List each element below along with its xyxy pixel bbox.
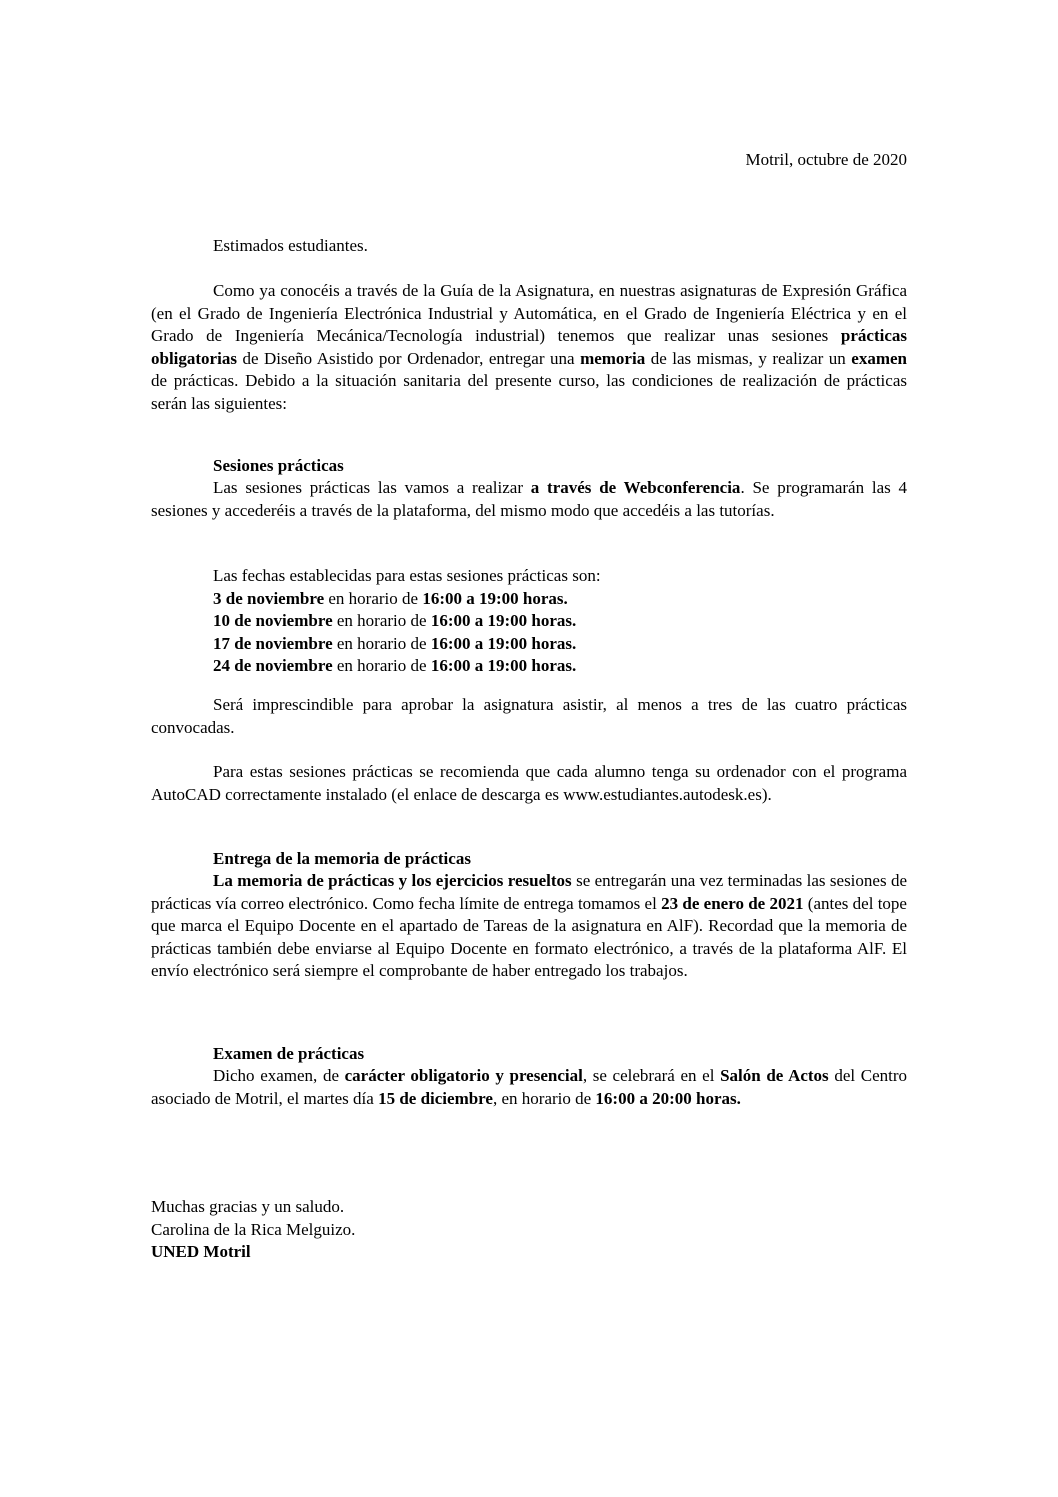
- exam-bold-4: 16:00 a 20:00 horas.: [595, 1088, 741, 1108]
- intro-text-4: de prácticas. Debido a la situación sanitaria del presente curso, las condiciones de realización de prácticas serán las siguientes:: [151, 371, 907, 413]
- date-item-date: 24 de noviembre: [213, 656, 333, 675]
- exam-text-4: , en horario de: [492, 1088, 596, 1108]
- date-item-mid: en horario de: [332, 633, 431, 653]
- date-item-mid: en horario de: [332, 611, 431, 630]
- date-item: [213, 655, 601, 678]
- autocad-paragraph: Para estas sesiones prácticas se recomienda que cada alumno tenga su ordenador con el programa AutoCAD correctamente instalado (el enlace de descarga es www.estudiantes.autodesk.es).: [151, 762, 907, 804]
- intro-text-2: de Diseño Asistido por Ordenador, entregar una: [236, 348, 581, 368]
- exam-bold-2: Salón de Actos: [720, 1066, 829, 1085]
- exam-bold-1: carácter obligatorio y presencial: [344, 1066, 583, 1085]
- signature-name: Carolina de la Rica Melguizo.: [151, 1219, 356, 1239]
- date-item-time: 16:00 a 19:00 horas.: [430, 611, 577, 630]
- sessions-text-2: . Se programarán las 4 sesiones y accederéis a través de la plataforma, del mismo modo que accedéis a las tutorías.: [151, 478, 907, 520]
- intro-bold-2: memoria: [580, 348, 646, 368]
- intro-bold-3: examen: [851, 348, 908, 368]
- exam-text-2: , se celebrará en el: [582, 1066, 721, 1085]
- memoria-bold-1: La memoria de prácticas y los ejercicios resueltos: [213, 871, 572, 890]
- date-item-time: 16:00 a 19:00 horas.: [430, 633, 577, 653]
- exam-text-3: del Centro asociado de Motril, el martes día: [151, 1066, 908, 1108]
- date-item-date: 3 de noviembre: [213, 588, 325, 608]
- closing-thanks: Muchas gracias y un saludo.: [151, 1197, 345, 1216]
- exam-text-1: Dicho examen, de: [213, 1066, 345, 1085]
- memoria-text-2: (antes del tope que marca el Equipo Docente en el apartado de Tareas de la asignatura en AlF). Recordad que la memoria de prácticas también debe enviarse al Equipo Docente en formato electrónico, a través de la plataforma AlF. El envío electrónico será siempre el comprobante de haber entregado los trabajos.: [151, 893, 907, 980]
- signature-org: UNED Motril: [151, 1242, 251, 1261]
- date-item-mid: en horario de: [332, 656, 431, 675]
- intro-text-1: Como ya conocéis a través de la Guía de la Asignatura, en nuestras asignaturas de Expresión Gráfica (en el Grado de Ingeniería Electrónica Industrial y Automática, en el Grado de Ingeniería Eléctrica y en el Grado de Ingeniería Mecánica/Tecnología industrial) tenemos que realizar unas sesiones: [151, 281, 907, 345]
- intro-text-3: de las mismas, y realizar un: [645, 348, 852, 368]
- sessions-heading-block: [213, 455, 907, 478]
- date-item-time: 16:00 a 19:00 horas.: [430, 656, 577, 675]
- salutation: Estimados estudiantes.: [213, 236, 368, 255]
- date-item-mid: en horario de: [324, 588, 423, 608]
- intro-bold-1: prácticas obligatorias: [151, 326, 907, 368]
- memoria-heading: Entrega de la memoria de prácticas: [213, 849, 471, 868]
- date-item-date: 10 de noviembre: [213, 611, 333, 630]
- sessions-paragraph: [151, 477, 907, 522]
- attendance-paragraph: Será imprescindible para aprobar la asignatura asistir, al menos a tres de las cuatro prácticas convocadas.: [151, 695, 907, 737]
- date-item: [213, 588, 601, 611]
- memoria-heading-block: [213, 848, 907, 871]
- letter-date: Motril, octubre de 2020: [745, 150, 907, 169]
- dates-intro: Las fechas establecidas para estas sesiones prácticas son:: [213, 566, 601, 585]
- memoria-bold-2: 23 de enero de 2021: [661, 893, 804, 913]
- exam-paragraph: [151, 1065, 907, 1110]
- date-item: [213, 610, 601, 633]
- sessions-heading: Sesiones prácticas: [213, 456, 344, 475]
- intro-paragraph: [151, 280, 907, 415]
- sessions-text-1: Las sesiones prácticas las vamos a realizar: [213, 478, 531, 497]
- closing-block: [151, 1196, 355, 1264]
- exam-heading-block: [213, 1043, 907, 1066]
- sessions-bold-1: a través de Webconferencia: [530, 478, 741, 497]
- session-dates: [213, 565, 601, 678]
- exam-bold-3: 15 de diciembre: [378, 1088, 493, 1108]
- date-item-date: 17 de noviembre: [213, 633, 333, 653]
- date-item: [213, 633, 601, 656]
- date-item-time: 16:00 a 19:00 horas.: [422, 588, 568, 608]
- memoria-paragraph: [151, 870, 907, 983]
- memoria-text-1: se entregarán una vez terminadas las sesiones de prácticas vía correo electrónico. Como fecha límite de entrega tomamos el: [151, 871, 908, 913]
- exam-heading: Examen de prácticas: [213, 1044, 365, 1063]
